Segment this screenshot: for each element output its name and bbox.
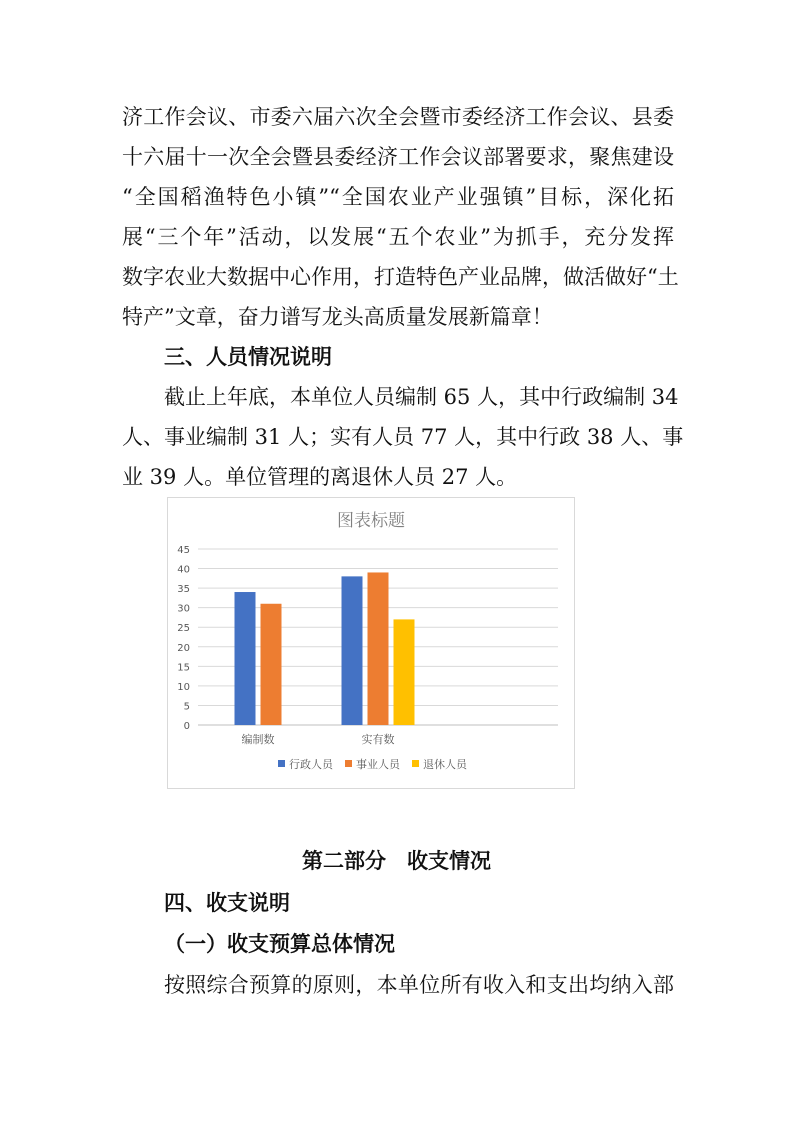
y-tick-label: 0	[183, 721, 190, 732]
section-heading: 三、人员情况说明	[164, 345, 332, 369]
x-tick-label: 实有数	[361, 733, 395, 746]
section-heading: 四、收支说明	[164, 891, 290, 915]
y-tick-label: 25	[177, 623, 190, 635]
y-tick-label: 10	[177, 681, 190, 693]
bar	[261, 604, 282, 725]
y-tick-label: 20	[177, 642, 190, 654]
legend-label: 退休人员	[423, 758, 467, 771]
legend-swatch	[345, 760, 352, 767]
legend-swatch	[278, 760, 285, 767]
y-tick-label: 35	[177, 584, 190, 596]
bar-chart	[168, 498, 574, 788]
text-line: 济工作会议、市委六届六次全会暨市委经济工作会议、县委	[122, 105, 674, 129]
y-tick-label: 5	[183, 701, 190, 713]
text-line: 展“三个年”活动，以发展“五个农业”为抓手，充分发挥	[122, 225, 674, 249]
legend-swatch	[412, 760, 419, 767]
legend-label: 行政人员	[289, 758, 333, 771]
x-tick-label: 编制数	[241, 733, 275, 746]
text-line: “全国稻渔特色小镇”“全国农业产业强镇”目标，深化拓	[122, 185, 674, 209]
text-line: 业 39 人。单位管理的离退休人员 27 人。	[122, 465, 518, 489]
part-title: 第二部分 收支情况	[302, 849, 491, 873]
chart-title: 图表标题	[337, 511, 405, 531]
y-tick-label: 40	[177, 564, 190, 576]
text-line: 特产”文章，奋力谱写龙头高质量发展新篇章！	[122, 305, 553, 329]
legend-label: 事业人员	[356, 758, 400, 771]
text-line: 十六届十一次全会暨县委经济工作会议部署要求，聚焦建设	[122, 145, 674, 169]
bar	[368, 572, 389, 725]
sub-heading: （一）收支预算总体情况	[164, 932, 395, 956]
y-tick-label: 30	[177, 603, 190, 615]
text-line: 按照综合预算的原则，本单位所有收入和支出均纳入部	[164, 973, 674, 997]
y-tick-label: 15	[177, 662, 190, 674]
text-line: 数字农业大数据中心作用，打造特色产业品牌，做活做好“土	[122, 265, 679, 289]
y-tick-label: 45	[177, 545, 190, 556]
text-line: 人、事业编制 31 人；实有人员 77 人，其中行政 38 人、事	[122, 425, 684, 449]
bar	[342, 576, 363, 725]
staff-chart	[167, 497, 575, 789]
bar	[394, 619, 415, 725]
text-line: 截止上年底，本单位人员编制 65 人，其中行政编制 34	[164, 385, 679, 409]
bar	[235, 592, 256, 725]
